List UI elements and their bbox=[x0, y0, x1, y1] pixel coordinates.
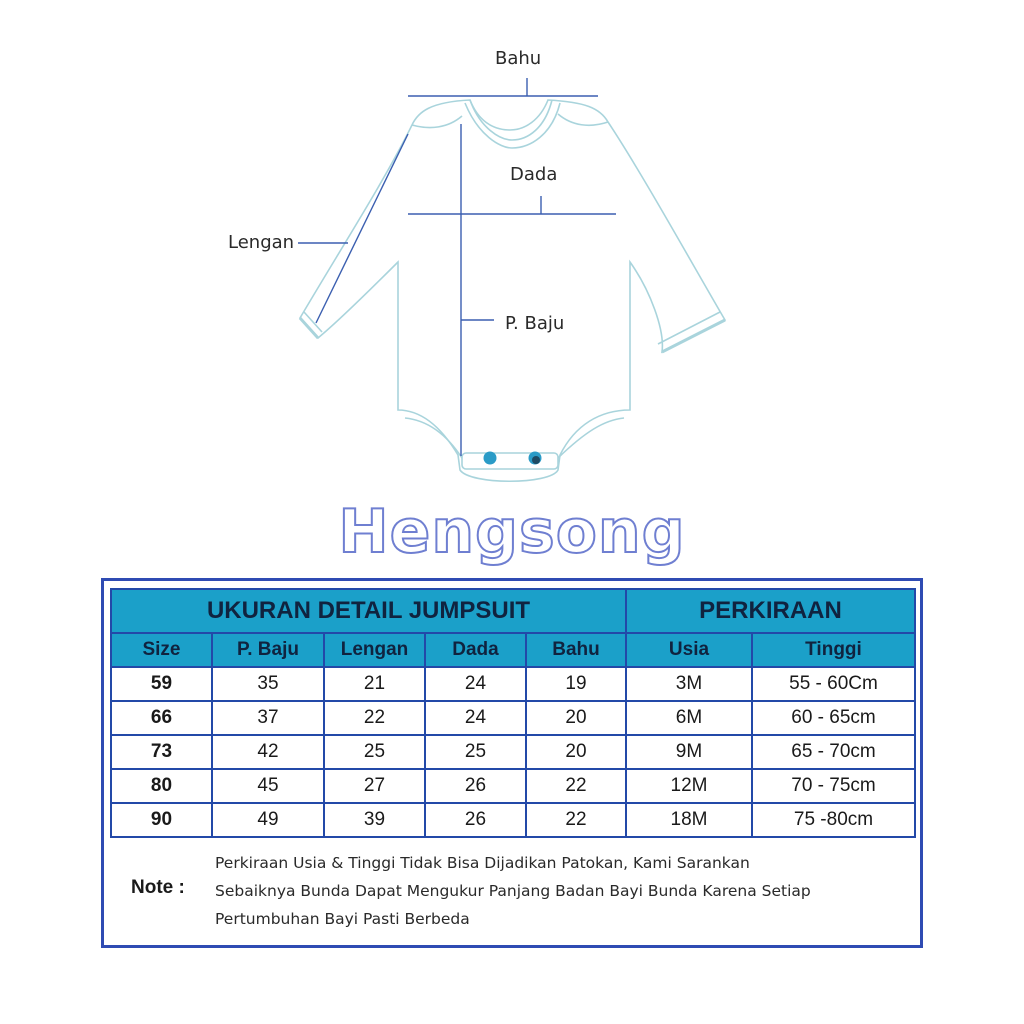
size-table bbox=[110, 588, 916, 838]
table-row bbox=[111, 701, 915, 735]
cell-bahu: 22 bbox=[526, 769, 626, 803]
column-header-p-baju: P. Baju bbox=[212, 633, 324, 667]
cell-usia: 3M bbox=[626, 667, 752, 701]
cell-usia: 6M bbox=[626, 701, 752, 735]
column-header-dada: Dada bbox=[425, 633, 526, 667]
column-header-lengan: Lengan bbox=[324, 633, 425, 667]
cell-lengan: 21 bbox=[324, 667, 425, 701]
cell-size: 73 bbox=[111, 735, 212, 769]
cell-p-baju: 42 bbox=[212, 735, 324, 769]
cell-usia: 12M bbox=[626, 769, 752, 803]
cell-p-baju: 37 bbox=[212, 701, 324, 735]
header-size-detail: UKURAN DETAIL JUMPSUIT bbox=[111, 589, 626, 633]
cell-size: 90 bbox=[111, 803, 212, 837]
cell-tinggi: 60 - 65cm bbox=[752, 701, 915, 735]
table-row bbox=[111, 803, 915, 837]
cell-dada: 26 bbox=[425, 769, 526, 803]
cell-p-baju: 49 bbox=[212, 803, 324, 837]
column-header-bahu: Bahu bbox=[526, 633, 626, 667]
cell-dada: 26 bbox=[425, 803, 526, 837]
note-line: Pertumbuhan Bayi Pasti Berbeda bbox=[215, 910, 470, 928]
cell-dada: 24 bbox=[425, 701, 526, 735]
label-lengan: Lengan bbox=[228, 232, 295, 253]
cell-tinggi: 65 - 70cm bbox=[752, 735, 915, 769]
cell-lengan: 27 bbox=[324, 769, 425, 803]
column-header-usia: Usia bbox=[626, 633, 752, 667]
cell-dada: 24 bbox=[425, 667, 526, 701]
label-p-baju: P. Baju bbox=[505, 313, 565, 334]
cell-usia: 9M bbox=[626, 735, 752, 769]
cell-bahu: 22 bbox=[526, 803, 626, 837]
column-header-size: Size bbox=[111, 633, 212, 667]
cell-dada: 25 bbox=[425, 735, 526, 769]
bodysuit-outline bbox=[0, 0, 1024, 500]
label-dada: Dada bbox=[510, 164, 558, 185]
note-line: Perkiraan Usia & Tinggi Tidak Bisa Dijadikan Patokan, Kami Sarankan bbox=[215, 854, 750, 872]
cell-bahu: 20 bbox=[526, 701, 626, 735]
cell-usia: 18M bbox=[626, 803, 752, 837]
bodysuit-diagram bbox=[0, 0, 1024, 500]
cell-bahu: 20 bbox=[526, 735, 626, 769]
column-header-tinggi: Tinggi bbox=[752, 633, 915, 667]
cell-tinggi: 75 -80cm bbox=[752, 803, 915, 837]
cell-tinggi: 70 - 75cm bbox=[752, 769, 915, 803]
header-estimate: PERKIRAAN bbox=[626, 589, 915, 633]
cell-lengan: 22 bbox=[324, 701, 425, 735]
note-line: Sebaiknya Bunda Dapat Mengukur Panjang Badan Bayi Bunda Karena Setiap bbox=[215, 882, 811, 900]
cell-size: 80 bbox=[111, 769, 212, 803]
note-label: Note : bbox=[131, 877, 185, 898]
snap-left bbox=[484, 452, 497, 465]
table-row bbox=[111, 667, 915, 701]
table-row bbox=[111, 735, 915, 769]
cell-bahu: 19 bbox=[526, 667, 626, 701]
cell-tinggi: 55 - 60Cm bbox=[752, 667, 915, 701]
cell-p-baju: 35 bbox=[212, 667, 324, 701]
cell-lengan: 25 bbox=[324, 735, 425, 769]
brand-name: Hengsong bbox=[338, 497, 686, 567]
cell-p-baju: 45 bbox=[212, 769, 324, 803]
cell-size: 59 bbox=[111, 667, 212, 701]
cell-size: 66 bbox=[111, 701, 212, 735]
cell-lengan: 39 bbox=[324, 803, 425, 837]
table-row bbox=[111, 769, 915, 803]
label-bahu: Bahu bbox=[495, 48, 542, 69]
note-text bbox=[215, 849, 905, 933]
